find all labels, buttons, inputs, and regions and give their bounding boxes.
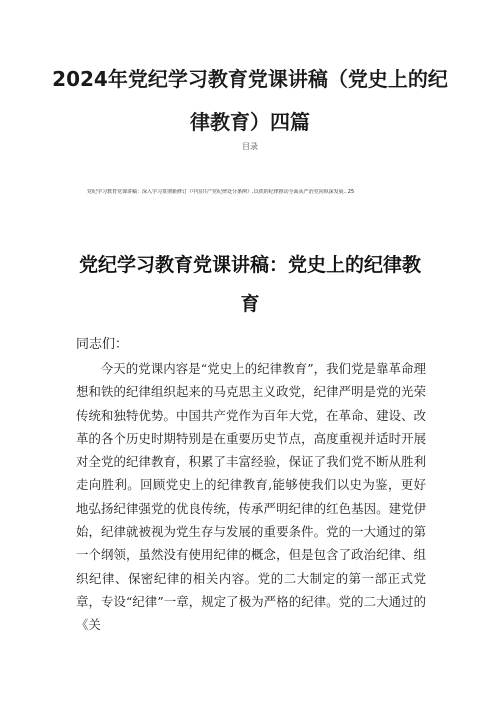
body-paragraph: 今天的党课内容是“党史上的纪律教育”，我们党是靠革命理想和铁的纪律组织起来的马克思主义政党，纪律严明是党的光荣传统和独特优势。中国共产党作为百年大党，在革命、建设、改革的各个历史时期特别是在重要历史节点，高度重视并适时开展对全党的纪律教育，积累了丰富经验，保证了我们党不断从胜利走向胜利。回顾党史上的纪律教育,能够使我们以史为鉴，更好地弘扬纪律强党的优良传统，传承严明纪律的红色基因。建党伊始，纪律就被视为党生存与发展的重要条件。党的一大通过的第一个纲领，虽然没有使用纪律的概念，但是包含了政治纪律、组织纪律、保密纪律的相关内容。党的二大制定的第一部正式党章，专设“纪律”一章，规定了极为严格的纪律。党的二大通过的《关 (76, 361, 426, 633)
toc-entry-text: 党纪学习教育党课讲稿：深入学习贯彻新修订《中国共产党纪律处分条例》,以铁的纪律推动全面从严治党向纵深发展 (87, 189, 344, 195)
document-title-line-1: 2024年党纪学习教育党课讲稿（党史上的纪 (52, 67, 448, 91)
salutation: 同志们： (76, 337, 129, 352)
section-title-line-2: 育 (240, 293, 260, 315)
toc-heading: 目录 (242, 142, 258, 151)
section-title-line-1: 党纪学习教育党课讲稿：党史上的纪律教 (78, 254, 421, 276)
toc-entry-dots: .. (343, 189, 347, 195)
toc-entry-page: 25 (347, 189, 355, 195)
document-title-line-2: 律教育）四篇 (190, 110, 310, 134)
toc-entry[interactable] (87, 189, 427, 196)
